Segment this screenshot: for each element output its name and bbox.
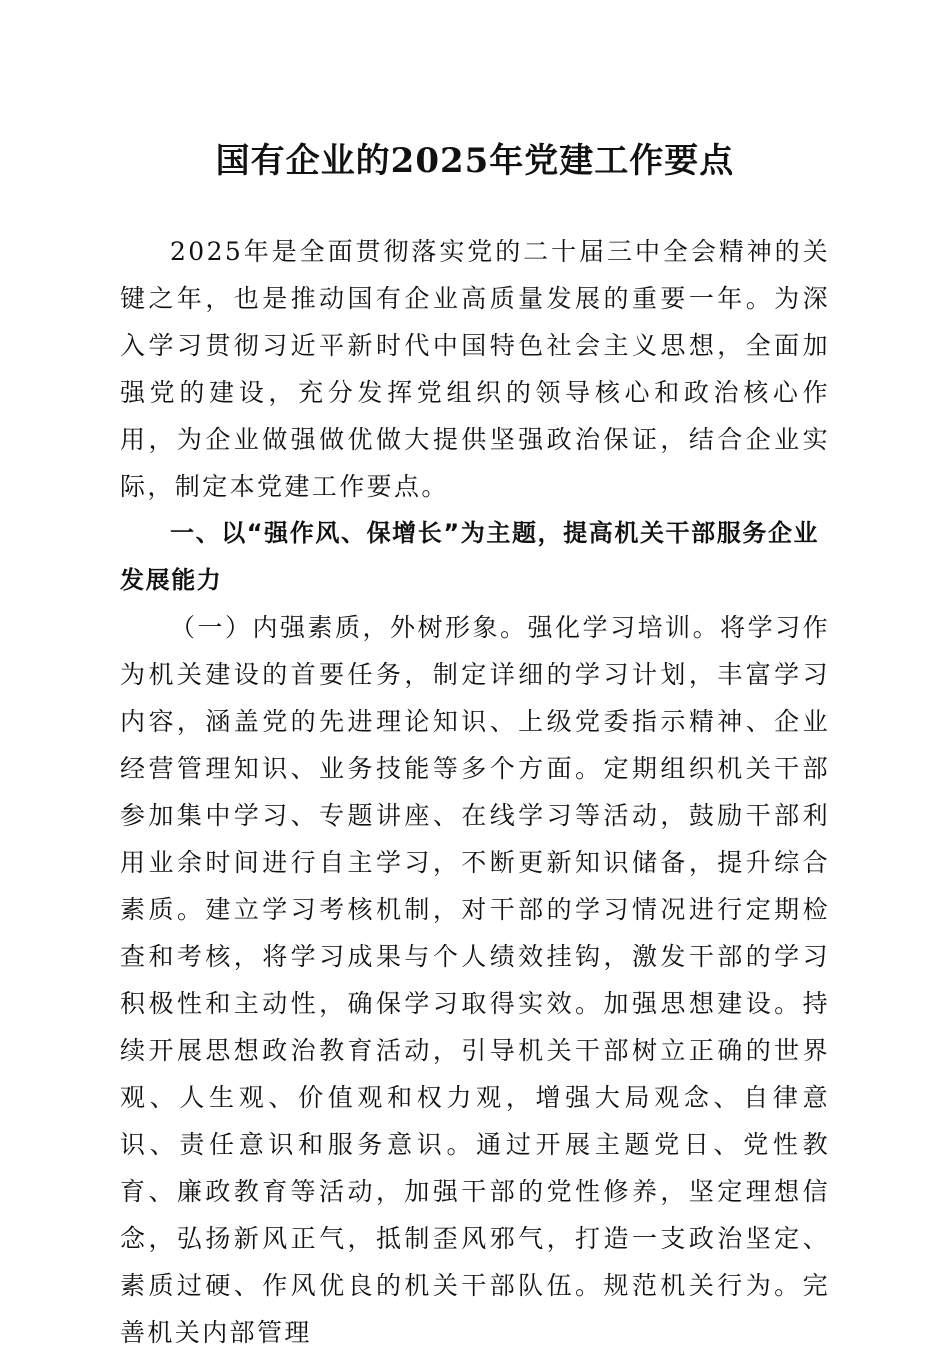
document-body <box>120 228 830 1356</box>
intro-paragraph: 2025年是全面贯彻落实党的二十届三中全会精神的关键之年，也是推动国有企业高质量发展的重要一年。为深入学习贯彻习近平新时代中国特色社会主义思想，全面加强党的建设，充分发挥党组织的领导核心和政治核心作用，为企业做强做优做大提供坚强政治保证，结合企业实际，制定本党建工作要点。 <box>120 237 830 501</box>
section-1-paragraph: （一）内强素质，外树形象。强化学习培训。将学习作为机关建设的首要任务，制定详细的学习计划，丰富学习内容，涵盖党的先进理论知识、上级党委指示精神、企业经营管理知识、业务技能等多个方面。定期组织机关干部参加集中学习、专题讲座、在线学习等活动，鼓励干部利用业余时间进行自主学习，不断更新知识储备，提升综合素质。建立学习考核机制，对干部的学习情况进行定期检查和考核，将学习成果与个人绩效挂钩，激发干部的学习积极性和主动性，确保学习取得实效。加强思想建设。持续开展思想政治教育活动，引导机关干部树立正确的世界观、人生观、价值观和权力观，增强大局观念、自律意识、责任意识和服务意识。通过开展主题党日、党性教育、廉政教育等活动，加强干部的党性修养，坚定理想信念，弘扬新风正气，抵制歪风邪气，打造一支政治坚定、素质过硬、作风优良的机关干部队伍。规范机关行为。完善机关内部管理 <box>120 613 830 1347</box>
document-title: 国有企业的2025年党建工作要点 <box>215 141 735 181</box>
section-1-heading: 一、以“强作风、保增长”为主题，提高机关干部服务企业发展能力 <box>120 519 820 594</box>
